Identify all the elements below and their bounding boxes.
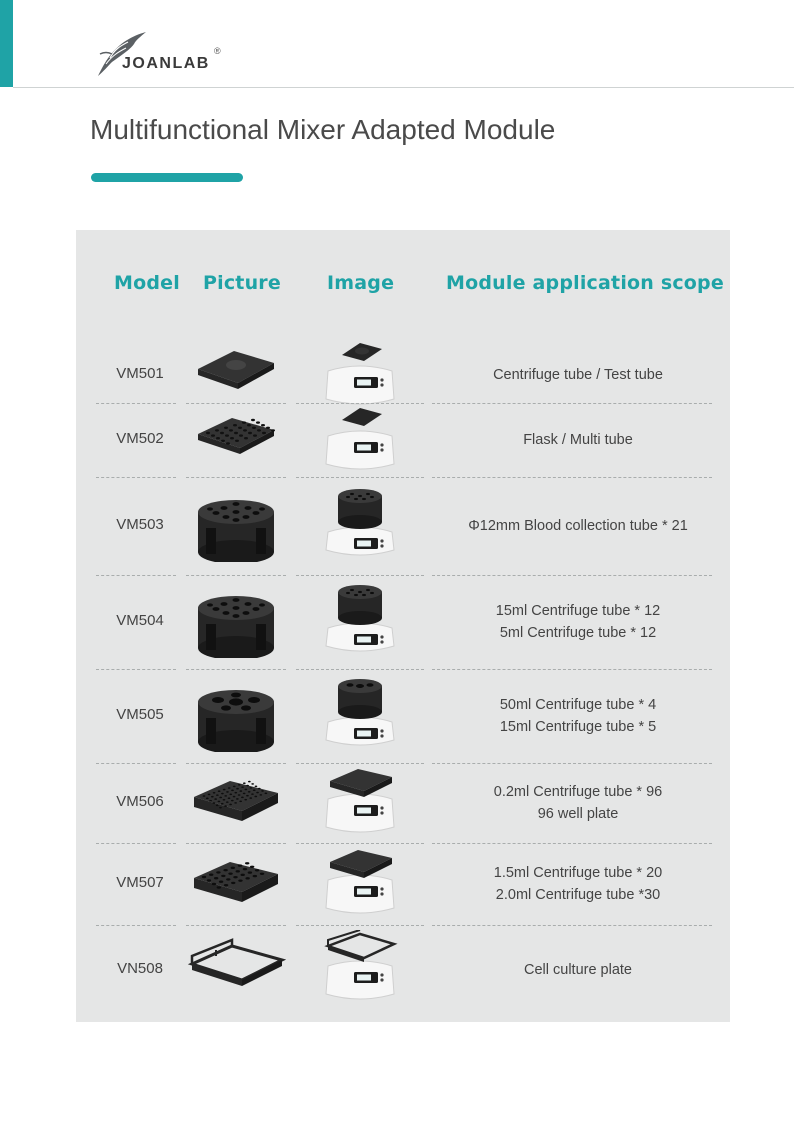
row-separator [296,477,424,478]
model-code: VM502 [116,430,164,447]
row-separator [296,669,424,670]
application-scope-line: Φ12mm Blood collection tube * 21 [468,518,688,534]
row-separator [432,403,712,404]
brand-name: JOANLAB [122,55,210,72]
model-code: VM504 [116,612,164,629]
application-scope-line: 5ml Centrifuge tube * 12 [499,625,657,641]
multi-hole-pad-module-icon [186,404,286,481]
registered-mark: ® [214,46,221,56]
row-separator [96,843,176,844]
row-separator [186,763,286,764]
model-code: VM503 [116,516,164,533]
row-separator [432,669,712,670]
model-code: VM501 [116,364,164,382]
row-separator [186,925,286,926]
application-scope-line: 15ml Centrifuge tube * 5 [499,719,657,735]
model-code: VM506 [116,793,164,810]
mixer-with-plate-holder-icon [320,930,402,1013]
row-separator [432,843,712,844]
page-title: Multifunctional Mixer Adapted Module [90,114,556,145]
row-separator [296,925,424,926]
header-image: Image [327,272,395,294]
model-code: VM505 [116,706,164,723]
mixer-with-round-rack-icon [320,486,402,569]
pcr-block-module-icon [186,767,286,844]
header-divider [13,87,794,88]
mixer-with-round-rack-icon [320,582,402,665]
row-separator [432,575,712,576]
row-separator [296,763,424,764]
model-code: VN508 [117,960,163,977]
title-underline-bar [91,173,243,182]
row-separator [186,403,286,404]
row-separator [296,403,424,404]
row-separator [186,477,286,478]
row-separator [96,403,176,404]
application-scope-line: 2.0ml Centrifuge tube *30 [495,887,661,903]
model-code: VM507 [116,874,164,891]
row-separator [96,575,176,576]
row-separator [96,477,176,478]
application-scope-line: 1.5ml Centrifuge tube * 20 [493,865,663,881]
row-separator [432,925,712,926]
brand-logo [90,28,230,80]
row-separator [96,669,176,670]
mixer-with-tube-block-icon [320,844,402,927]
plate-holder-module-icon [186,934,286,1011]
round-rack-module-icon [186,586,286,663]
row-separator [186,843,286,844]
application-scope-line: 50ml Centrifuge tube * 4 [499,697,657,713]
application-scope-line: 15ml Centrifuge tube * 12 [495,603,661,619]
row-separator [432,477,712,478]
application-scope-line: 0.2ml Centrifuge tube * 96 [493,784,663,800]
row-separator [432,763,712,764]
header-scope: Module application scope [446,272,724,294]
row-separator [96,925,176,926]
round-rack-module-icon [186,490,286,567]
row-separator [296,575,424,576]
mixer-with-large-hole-rack-icon [320,676,402,759]
application-scope-line: Cell culture plate [524,962,632,978]
application-scope-line: Flask / Multi tube [523,432,633,448]
row-separator [296,843,424,844]
large-hole-rack-module-icon [186,680,286,757]
application-scope-line: 96 well plate [537,806,619,822]
mixer-with-pcr-block-icon [320,763,402,846]
tube-block-module-icon [186,848,286,925]
header-accent-strip [0,0,13,87]
header-model: Model [114,272,180,294]
row-separator [186,575,286,576]
application-scope-line: Centrifuge tube / Test tube [493,366,663,383]
row-separator [186,669,286,670]
mixer-with-multi-pad-icon [320,400,402,483]
header-picture: Picture [203,272,281,294]
row-separator [96,763,176,764]
